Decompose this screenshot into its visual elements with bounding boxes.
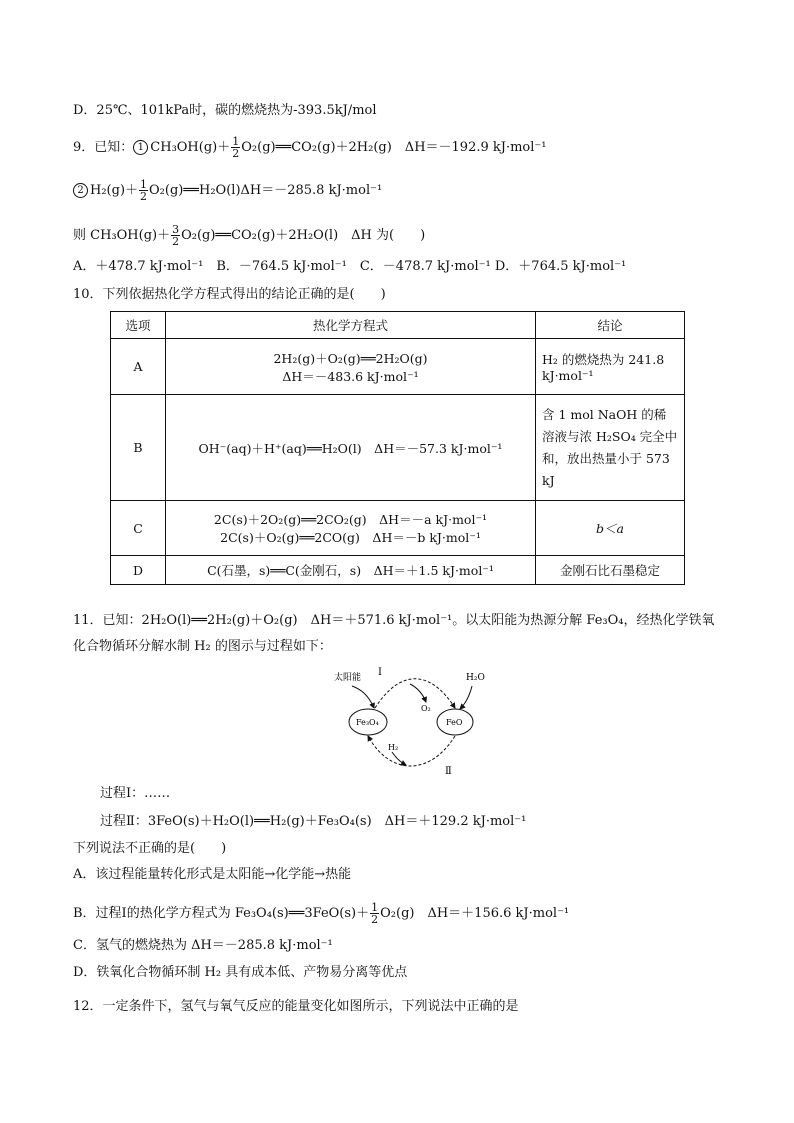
table-row [111, 339, 685, 395]
table-row [111, 556, 685, 585]
question-11-option-d: D．铁氧化合物循环制 H₂ 具有成本低、产物易分离等优点 [73, 965, 408, 980]
q9-ask-b: O₂(g)══CO₂(g)＋2H₂O(l) ΔH 为( ) [181, 228, 426, 243]
question-9-options: A．＋478.7 kJ·mol⁻¹ B．－764.5 kJ·mol⁻¹ C．－478.7 kJ·mol⁻¹ D．＋764.5 kJ·mol⁻¹ [73, 259, 627, 274]
process-1-label: I [378, 667, 382, 678]
table-cell-equation: 2C(s)＋2O₂(g)══2CO₂(g) ΔH＝－a kJ·mol⁻¹ 2C(s)＋O₂(g)══2CO(g) ΔH＝－b kJ·mol⁻¹ [166, 501, 536, 556]
q9-prefix: 9．已知： [73, 140, 134, 155]
question-11-option-a: A．该过程能量转化形式是太阳能→化学能→热能 [73, 867, 352, 882]
question-11-option-c: C．氢气的燃烧热为 ΔH＝－285.8 kJ·mol⁻¹ [73, 938, 333, 953]
q9-eq2-b: O₂(g)══H₂O(l)ΔH＝－285.8 kJ·mol⁻¹ [149, 183, 383, 198]
table-cell-option: D [111, 556, 166, 585]
fe3o4-label: Fe₃O₄ [356, 718, 379, 727]
table-header: 热化学方程式 [166, 312, 536, 339]
circle-2: 2 [73, 183, 88, 198]
fraction-three-half: $\frac{3}{2}$ [172, 223, 180, 248]
table-header-row [111, 312, 685, 339]
o2-label: O₂ [421, 704, 431, 713]
question-11-stem-1: 11．已知：2H₂O(l)══2H₂(g)＋O₂(g) ΔH＝＋571.6 kJ·mol⁻¹。以太阳能为热源分解 Fe₃O₄，经热化学铁氧 [73, 613, 715, 628]
process-2-label: Ⅱ [445, 766, 452, 777]
question-9-eq2 [73, 179, 382, 202]
question-12-stem: 12．一定条件下，氢气与氧气反应的能量变化如图所示，下列说法中正确的是 [73, 999, 519, 1014]
h2-label: H₂ [388, 743, 399, 752]
iron-oxide-cycle-diagram [330, 664, 500, 779]
option-d-line: D．25℃、101kPa时，碳的燃烧热为-393.5kJ/mol [73, 103, 377, 118]
o2-arrow [410, 684, 426, 702]
question-11-ask: 下列说法不正确的是( ) [73, 841, 227, 856]
question-11-option-b [73, 902, 569, 925]
question-9-ask [73, 224, 425, 247]
h2-arrow [392, 752, 406, 765]
question-10-stem: 10．下列依据热化学方程式得出的结论正确的是( ) [73, 287, 386, 302]
h2o-arrow [460, 686, 472, 709]
sun-arrow [352, 686, 374, 708]
table-cell-conclusion: 含 1 mol NaOH 的稀溶液与浓 H₂SO₄ 完全中和，放出热量小于 573 kJ [536, 395, 685, 501]
question-10-table [110, 311, 685, 585]
h2o-label: H₂O [466, 673, 485, 683]
feo-label: FeO [446, 718, 463, 727]
table-cell-equation: OH⁻(aq)＋H⁺(aq)══H₂O(l) ΔH＝－57.3 kJ·mol⁻¹ [166, 395, 536, 501]
question-9-eq1 [73, 136, 546, 159]
process-1-arc [375, 679, 455, 708]
sun-label: 太阳能 [334, 673, 362, 683]
table-row [111, 395, 685, 501]
process-1-line: 过程Ⅰ：…… [100, 786, 171, 801]
table-header: 结论 [536, 312, 685, 339]
table-cell-option: A [111, 339, 166, 395]
process-2-line: 过程Ⅱ：3FeO(s)＋H₂O(l)══H₂(g)＋Fe₃O₄(s) ΔH＝＋129.2 kJ·mol⁻¹ [100, 814, 527, 829]
process-2-arc [368, 736, 455, 766]
table-cell-equation: C(石墨，s)══C(金刚石，s) ΔH＝＋1.5 kJ·mol⁻¹ [166, 556, 536, 585]
table-cell-conclusion: H₂ 的燃烧热为 241.8 kJ·mol⁻¹ [536, 339, 685, 395]
q9-eq1-a: CH₃OH(g)＋ [150, 140, 231, 155]
q11-b-a: B．过程Ⅰ的热化学方程式为 Fe₃O₄(s)══3FeO(s)＋ [73, 906, 370, 921]
table-cell-option: B [111, 395, 166, 501]
question-11-stem-2: 化合物循环分解水制 H₂ 的图示与过程如下： [73, 639, 332, 654]
q11-b-b: O₂(g) ΔH＝＋156.6 kJ·mol⁻¹ [380, 906, 570, 921]
fraction-half: $\frac{1}{2}$ [140, 178, 148, 203]
q9-eq1-b: O₂(g)══CO₂(g)＋2H₂(g) ΔH＝－192.9 kJ·mol⁻¹ [241, 140, 547, 155]
q9-eq2-a: H₂(g)＋ [90, 183, 139, 198]
table-cell-conclusion: 金刚石比石墨稳定 [536, 556, 685, 585]
table-cell-equation: 2H₂(g)＋O₂(g)══2H₂O(g) ΔH＝－483.6 kJ·mol⁻¹ [166, 339, 536, 395]
fraction-half: $\frac{1}{2}$ [371, 901, 379, 926]
table-header: 选项 [111, 312, 166, 339]
table-cell-conclusion: b＜a [536, 501, 685, 556]
q9-ask-a: 则 CH₃OH(g)＋ [73, 228, 171, 243]
fraction-half: $\frac{1}{2}$ [232, 135, 240, 160]
table-cell-option: C [111, 501, 166, 556]
circle-1: 1 [133, 140, 148, 155]
table-row [111, 501, 685, 556]
